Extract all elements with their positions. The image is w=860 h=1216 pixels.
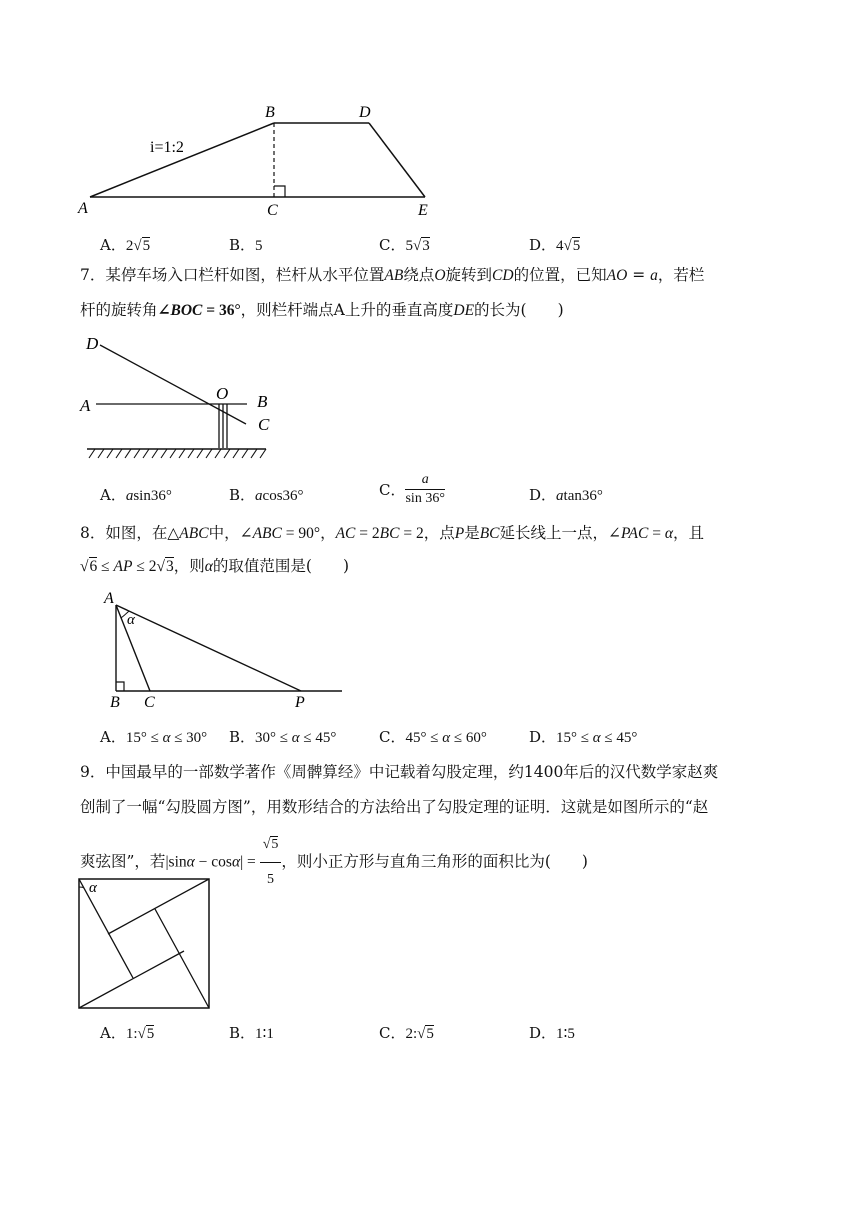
q9-option-d-letter: D． [529, 1024, 557, 1042]
q9-label-alpha: α [89, 880, 97, 896]
q7-option-c[interactable] [379, 472, 445, 507]
q8-label-alpha: α [127, 612, 135, 628]
q7-option-b-letter: B． [229, 486, 256, 504]
q8-line-2: √6 ≤ AP ≤ 2√3，则α的取值范围是( ) [80, 557, 349, 575]
q7-line-2: 杆的旋转角∠BOC = 36°，则栏杆端点A上升的垂直高度DE的长为( ) [80, 301, 564, 319]
q6-label-b: B [265, 104, 275, 121]
q7-label-o: O [216, 384, 229, 403]
q6-option-c-letter: C． [379, 236, 406, 254]
q8-line-1: 8．如图，在△ABC中，∠ABC = 90°，AC = 2BC = 2，点P是BC延长线上一点，∠PAC = α，且 [80, 524, 704, 542]
q6-option-a[interactable]: A．2√5 [100, 236, 151, 254]
q6-option-c[interactable]: C．5√3 [379, 236, 430, 254]
q7-option-c-denominator: sin 36° [405, 491, 445, 506]
q8-label-b: B [110, 694, 120, 710]
q9-option-b-letter: B． [229, 1024, 256, 1042]
q7-option-c-letter: C． [379, 481, 406, 499]
q6-label-a: A [78, 200, 88, 217]
q9-option-c[interactable]: C．2:√5 [379, 1024, 434, 1042]
q6-option-d-letter: D． [529, 236, 557, 254]
q8-label-p: P [295, 694, 305, 710]
q7-label-d: D [86, 334, 99, 353]
q7-option-b[interactable]: B．acos36° [229, 486, 304, 504]
q9-option-c-letter: C． [379, 1024, 406, 1042]
q9-option-b-value: 1∶1 [255, 1026, 274, 1042]
q8-option-d-letter: D． [529, 728, 557, 746]
q9-zhao-shuang-diagram [74, 873, 214, 1013]
q8-option-b[interactable]: B．30° ≤ α ≤ 45° [229, 728, 337, 746]
q9-line-3: 爽弦图”，若|sinα − cosα| = $\frac{√5}{5}$ ，则小正方形与直角三角形的面积比为( ) [80, 829, 588, 896]
q7-line-1: 7．某停车场入口栏杆如图，栏杆从水平位置AB绕点O旋转到CD的位置，已知AO = a，若栏 [80, 266, 705, 284]
q8-triangle-figure [98, 584, 348, 710]
q9-option-d[interactable] [529, 1022, 575, 1043]
q7-label-b: B [257, 392, 268, 411]
q8-option-d[interactable]: D．15° ≤ α ≤ 45° [529, 728, 638, 746]
q8-option-c[interactable]: C．45° ≤ α ≤ 60° [379, 728, 487, 746]
q6-label-c: C [267, 202, 278, 219]
q6-slope-label: i=1:2 [150, 139, 184, 156]
q8-option-a[interactable]: A．15° ≤ α ≤ 30° [100, 728, 208, 746]
q6-trapezoid-figure [70, 98, 450, 220]
q8-label-c: C [144, 694, 155, 710]
q8-option-a-letter: A． [100, 728, 126, 746]
q7-option-a[interactable]: A．asin36° [100, 486, 172, 504]
q9-line-1: 9．中国最早的一部数学著作《周髀算经》中记载着勾股定理，约1400年后的汉代数学家赵爽 [80, 763, 719, 781]
q8-label-a: A [104, 590, 114, 607]
q7-option-d[interactable]: D．atan36° [529, 486, 603, 504]
q6-option-d[interactable]: D．4√5 [529, 236, 581, 254]
q6-option-b-value: 5 [255, 238, 263, 254]
q6-option-a-letter: A． [100, 236, 126, 254]
q7-barrier-figure [78, 330, 278, 462]
q7-label-c: C [258, 415, 270, 434]
q9-option-a[interactable]: A．1:√5 [100, 1024, 155, 1042]
q9-option-b[interactable] [229, 1022, 274, 1043]
q6-option-b-letter: B． [229, 236, 256, 254]
q7-label-a: A [80, 396, 91, 415]
q9-option-a-letter: A． [100, 1024, 126, 1042]
q6-label-d: D [359, 104, 371, 121]
q8-option-c-letter: C． [379, 728, 406, 746]
q7-option-d-letter: D． [529, 486, 557, 504]
q7-option-a-letter: A． [100, 486, 126, 504]
q6-label-e: E [418, 202, 428, 219]
q7-option-c-numerator: a [405, 472, 444, 490]
q9-option-d-value: 1∶5 [556, 1026, 575, 1042]
q8-option-b-letter: B． [229, 728, 256, 746]
q6-option-b[interactable] [229, 234, 263, 255]
q9-line-2: 创制了一幅“勾股圆方图”，用数形结合的方法给出了勾股定理的证明．这就是如图所示的“赵 [80, 798, 709, 816]
